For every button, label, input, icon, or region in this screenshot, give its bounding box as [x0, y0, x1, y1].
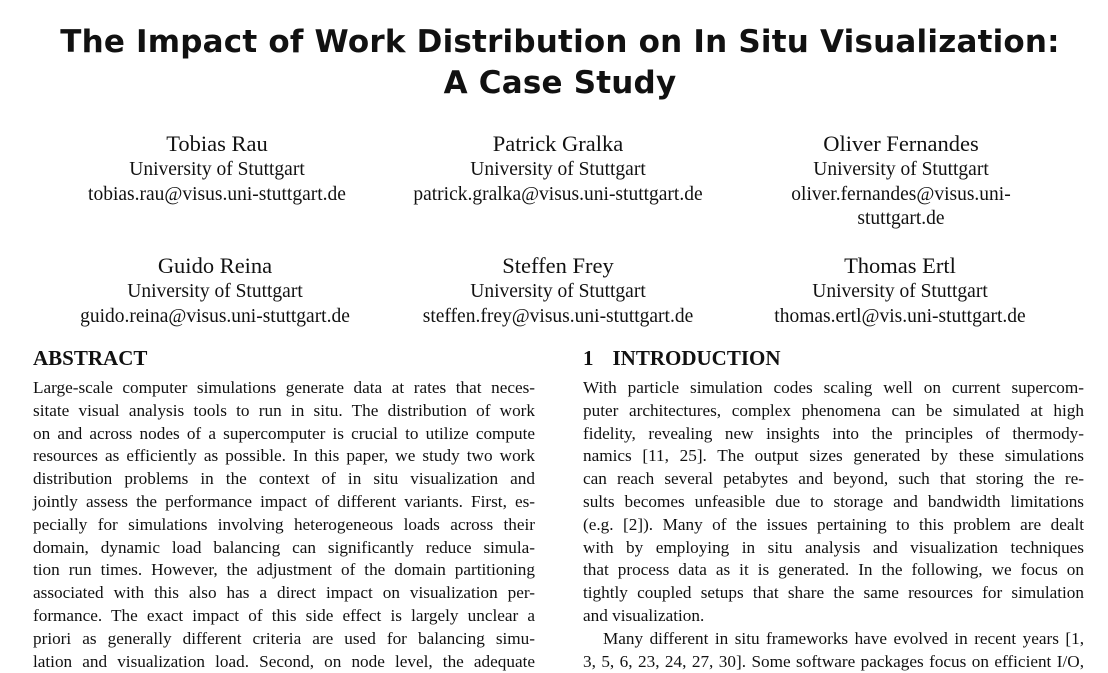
author-block [378, 130, 738, 207]
author-block [721, 130, 1081, 232]
author-email[interactable]: thomas.ertl@vis.uni-stuttgart.de [774, 305, 1026, 327]
author-block [720, 252, 1080, 329]
author-email[interactable]: oliver.fernandes@visus.uni- [791, 183, 1011, 205]
author-block [378, 252, 738, 329]
author-email[interactable]: steffen.frey@visus.uni-stuttgart.de [422, 305, 694, 327]
author-name: Tobias Rau [166, 131, 268, 156]
section-number: 1 [583, 346, 594, 370]
intro-line: namics [11, 25]. The output sizes generated by these simulations [583, 446, 1084, 466]
intro-line: 3, 5, 6, 23, 24, 27, 30]. Some software packages focus on efficient I/O, [583, 651, 1084, 671]
intro-line: and visualization. [583, 605, 705, 625]
intro-line: tightly coupled setups that share the same resources for simulation [583, 583, 1084, 603]
title-line-2: A Case Study [443, 65, 677, 101]
intro-line: Many different in situ frameworks have evolved in recent years [1, [603, 628, 1084, 648]
abstract-line: pecially for simulations involving heterogeneous loads across their [33, 514, 535, 534]
abstract-line: jointly assess the performance impact of different variants. First, es- [33, 491, 535, 511]
author-email[interactable]: patrick.gralka@visus.uni-stuttgart.de [413, 183, 703, 205]
author-email-continued[interactable]: stuttgart.de [857, 208, 945, 229]
abstract-line: formance. The exact impact of this side effect is largely unclear a [33, 605, 535, 625]
intro-line: puter architectures, complex phenomena can be simulated at high [583, 400, 1084, 420]
paper-title [0, 22, 1108, 104]
abstract-line: lation and visualization load. Second, on node level, the adequate [33, 651, 535, 671]
intro-line: can reach several petabytes and beyond, such that storing the re- [583, 469, 1084, 489]
author-email[interactable]: tobias.rau@visus.uni-stuttgart.de [88, 183, 346, 205]
abstract-text [33, 377, 535, 673]
author-block [35, 252, 395, 329]
abstract-heading: ABSTRACT [33, 346, 148, 370]
author-email[interactable]: guido.reina@visus.uni-stuttgart.de [80, 305, 350, 327]
abstract-line: associated with this also has a direct impact on visualization per- [33, 583, 535, 603]
introduction-text [583, 377, 1084, 673]
abstract-line: domain, dynamic load balancing can significantly reduce simula- [33, 537, 535, 557]
author-name: Guido Reina [157, 253, 273, 278]
abstract-line: priori as generally different criteria are used for balancing simu- [33, 628, 535, 648]
abstract-line: resources as efficiently as possible. In this paper, we study two work [33, 446, 535, 466]
author-name: Patrick Gralka [492, 131, 624, 156]
abstract-line: Large-scale computer simulations generate data at rates that neces- [33, 378, 535, 397]
intro-line: that process data as it is generated. In the following, we focus on [583, 560, 1084, 580]
author-affiliation: University of Stuttgart [470, 281, 646, 302]
author-affiliation: University of Stuttgart [813, 159, 989, 180]
abstract-line: distribution problems in the context of in situ visualization and [33, 469, 535, 489]
author-affiliation: University of Stuttgart [812, 281, 988, 302]
abstract-line: on and across nodes of a supercomputer is crucial to utilize compute [33, 423, 535, 443]
intro-line: with by employing in situ analysis and visualization techniques [583, 537, 1084, 557]
introduction-heading [583, 344, 781, 372]
intro-line: fidelity, revealing new insights into the principles of thermody- [583, 423, 1084, 443]
intro-line: (e.g. [2]). Many of the issues pertaining to this problem are dealt [583, 514, 1084, 534]
author-affiliation: University of Stuttgart [127, 281, 303, 302]
author-name: Thomas Ertl [844, 253, 956, 278]
abstract-line: tion run times. However, the adjustment of the domain partitioning [33, 560, 535, 580]
section-title: INTRODUCTION [612, 346, 781, 370]
author-affiliation: University of Stuttgart [470, 159, 646, 180]
title-line-1: The Impact of Work Distribution on In Situ Visualization: [60, 24, 1060, 60]
author-name: Oliver Fernandes [823, 131, 979, 156]
intro-line: With particle simulation codes scaling well on current supercom- [583, 378, 1084, 397]
intro-line: sults becomes unfeasible due to storage and bandwidth limitations [583, 491, 1084, 511]
author-affiliation: University of Stuttgart [129, 159, 305, 180]
author-block [37, 130, 397, 207]
author-name: Steffen Frey [502, 253, 614, 278]
abstract-line: sitate visual analysis tools to run in situ. The distribution of work [33, 400, 535, 420]
